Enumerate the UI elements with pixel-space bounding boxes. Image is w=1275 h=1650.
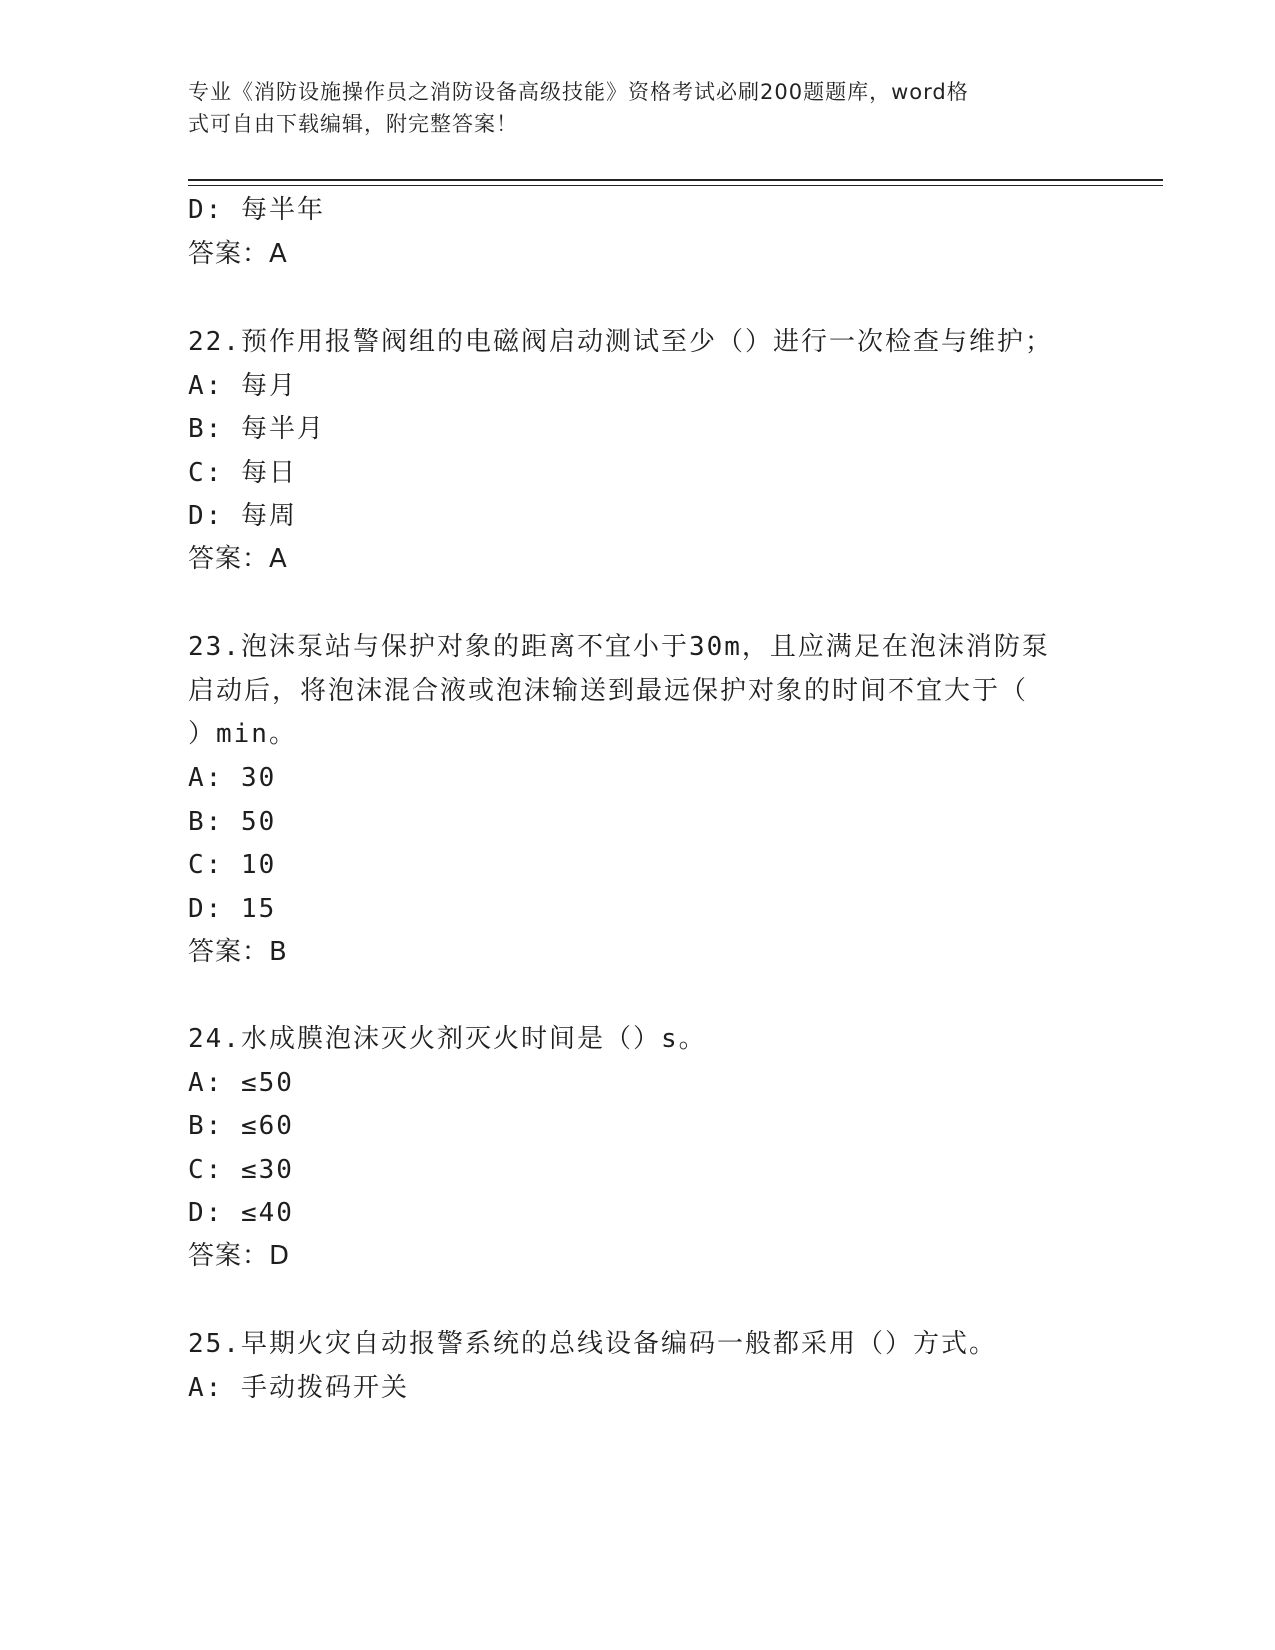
q23-option-a: A: 30 bbox=[188, 763, 277, 793]
q24-option-d: D: ≤40 bbox=[188, 1198, 294, 1228]
q22-option-c: C: 每日 bbox=[188, 458, 297, 488]
q22-option-d: D: 每周 bbox=[188, 501, 297, 531]
q24-stem: 24.水成膜泡沫灭火剂灭火时间是（）s。 bbox=[188, 1024, 707, 1054]
q23-stem-line-1: 23.泡沫泵站与保护对象的距离不宜小于30m，且应满足在泡沫消防泵 bbox=[188, 632, 1050, 662]
q24-option-b: B: ≤60 bbox=[188, 1111, 294, 1141]
header-divider-thin bbox=[188, 185, 1163, 186]
q22-answer: 答案：A bbox=[188, 544, 288, 574]
q22-option-b: B: 每半月 bbox=[188, 414, 325, 444]
q23-stem-line-3: ）min。 bbox=[188, 719, 297, 749]
q23-option-d: D: 15 bbox=[188, 894, 277, 924]
header-line-2: 式可自由下载编辑，附完整答案！ bbox=[188, 112, 518, 136]
q24-option-a: A: ≤50 bbox=[188, 1068, 294, 1098]
prev-option-d: D: 每半年 bbox=[188, 195, 325, 225]
q24-answer: 答案：D bbox=[188, 1241, 291, 1271]
q25-stem: 25.早期火灾自动报警系统的总线设备编码一般都采用（）方式。 bbox=[188, 1329, 997, 1359]
q23-answer: 答案：B bbox=[188, 937, 288, 967]
q25-option-a: A: 手动拨码开关 bbox=[188, 1373, 409, 1403]
q22-option-a: A: 每月 bbox=[188, 371, 297, 401]
header-divider-thick bbox=[188, 179, 1163, 181]
q23-option-b: B: 50 bbox=[188, 807, 277, 837]
header-line-1: 专业《消防设施操作员之消防设备高级技能》资格考试必刷200题题库，word格 bbox=[188, 80, 969, 104]
q24-option-c: C: ≤30 bbox=[188, 1155, 294, 1185]
q23-option-c: C: 10 bbox=[188, 850, 277, 880]
prev-answer: 答案：A bbox=[188, 239, 288, 269]
q22-stem: 22.预作用报警阀组的电磁阀启动测试至少（）进行一次检查与维护； bbox=[188, 327, 1053, 357]
q23-stem-line-2: 启动后，将泡沫混合液或泡沫输送到最远保护对象的时间不宜大于（ bbox=[188, 676, 1029, 706]
document-header bbox=[188, 76, 1068, 140]
